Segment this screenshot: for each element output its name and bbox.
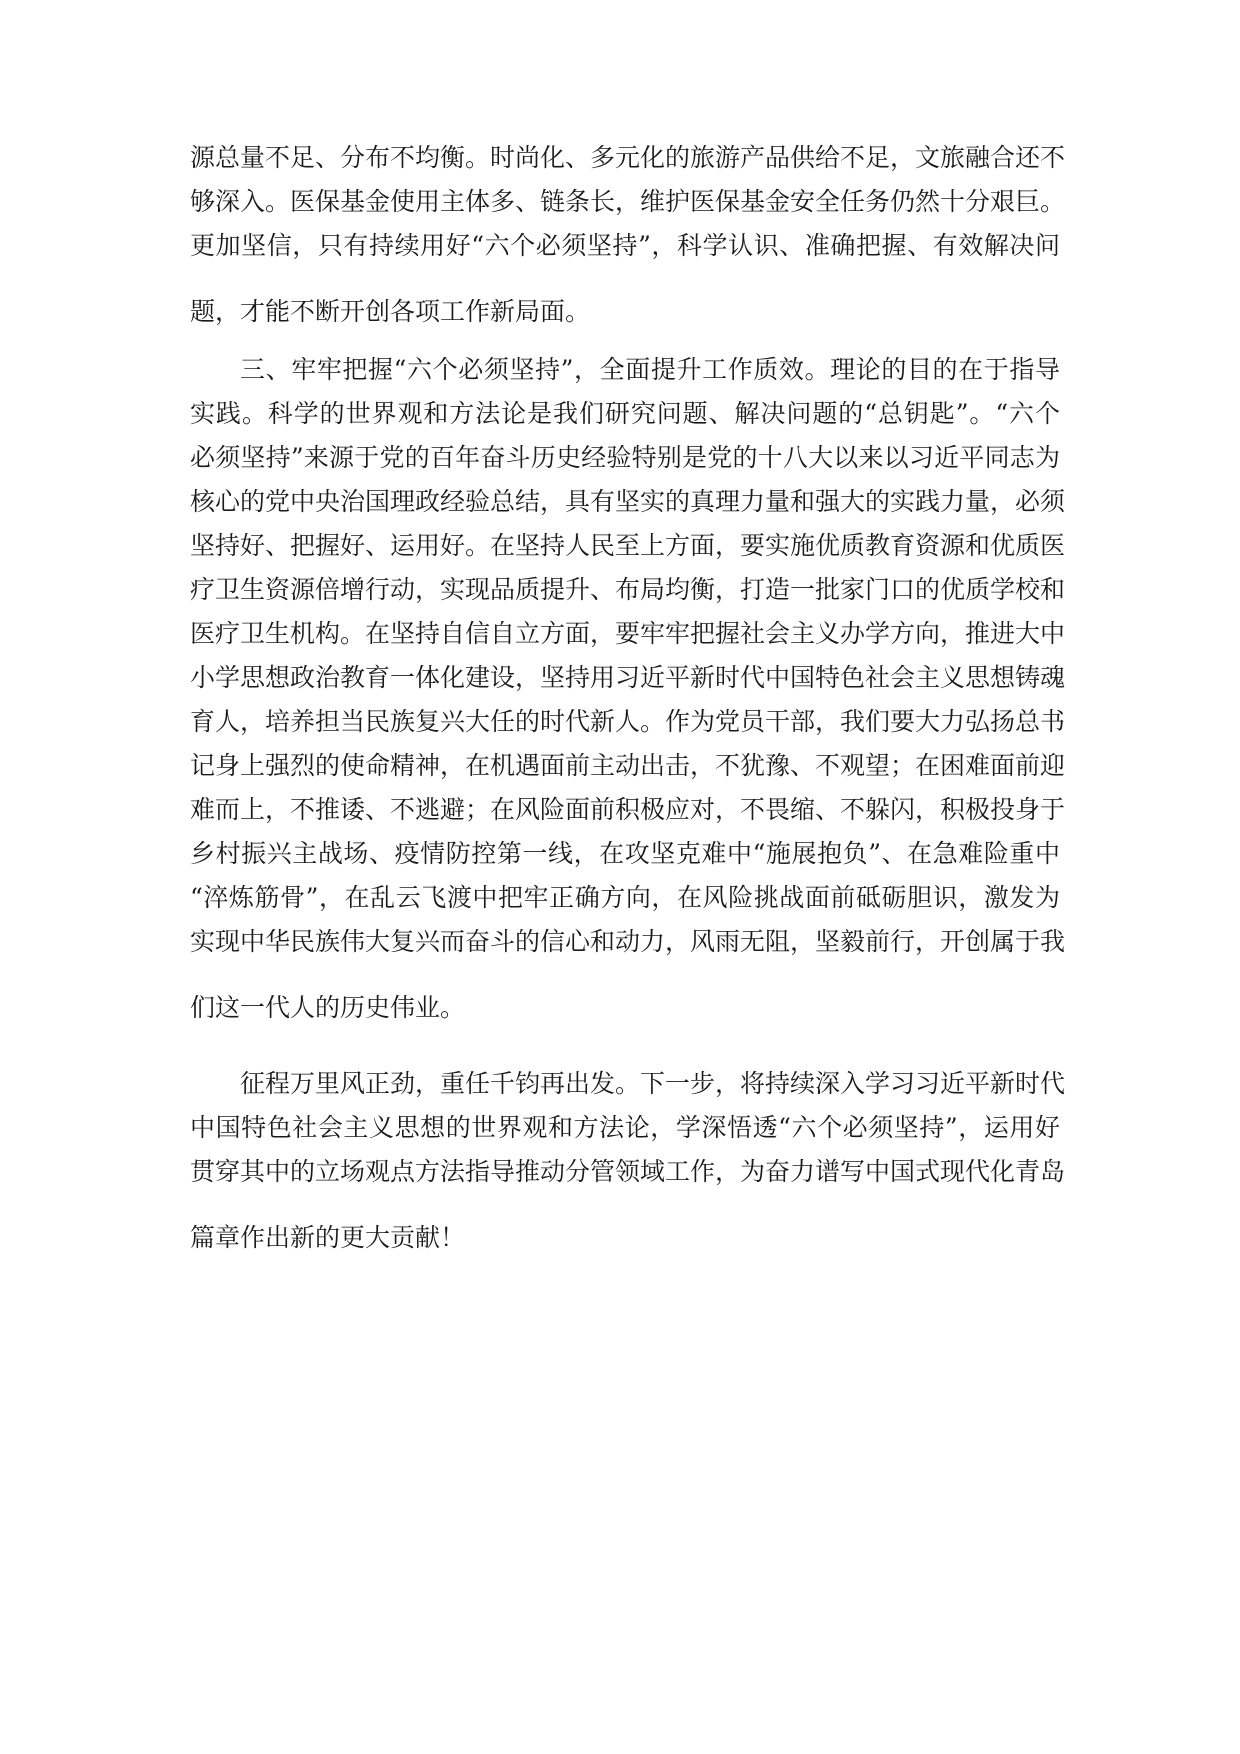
text-line: 贯穿其中的立场观点方法指导推动分管领域工作，为奋力谱写中国式现代化青岛	[190, 1157, 1066, 1186]
text-line: 够深入。医保基金使用主体多、链条长，维护医保基金安全任务仍然十分艰巨。	[190, 187, 1066, 216]
text-line: 医疗卫生机构。在坚持自信自立方面，要牢牢把握社会主义办学方向，推进大中	[190, 619, 1066, 648]
text-line: 三、牢牢把握“六个必须坚持”，全面提升工作质效。理论的目的在于指导	[240, 355, 1060, 384]
text-line: 疗卫生资源倍增行动，实现品质提升、布局均衡，打造一批家门口的优质学校和	[190, 575, 1066, 604]
text-line: 们这一代人的历史伟业。	[190, 993, 466, 1022]
text-line: 篇章作出新的更大贡献！	[190, 1223, 466, 1252]
text-line: 育人，培养担当民族复兴大任的时代新人。作为党员干部，我们要大力弘扬总书	[190, 707, 1066, 736]
text-line: “淬炼筋骨”，在乱云飞渡中把牢正确方向，在风险挑战面前砥砺胆识，激发为	[190, 883, 1060, 912]
text-line: 核心的党中央治国理政经验总结，具有坚实的真理力量和强大的实践力量，必须	[190, 487, 1066, 516]
text-line: 征程万里风正劲，重任千钧再出发。下一步，将持续深入学习习近平新时代	[240, 1069, 1066, 1098]
text-line: 小学思想政治教育一体化建设，坚持用习近平新时代中国特色社会主义思想铸魂	[190, 663, 1066, 692]
text-line: 源总量不足、分布不均衡。时尚化、多元化的旅游产品供给不足，文旅融合还不	[190, 143, 1066, 172]
text-line: 更加坚信，只有持续用好“六个必须坚持”，科学认识、准确把握、有效解决问	[190, 231, 1060, 260]
text-line: 实践。科学的世界观和方法论是我们研究问题、解决问题的“总钥匙”。“六个	[190, 399, 1060, 428]
text-line: 难而上，不推诿、不逃避；在风险面前积极应对，不畏缩、不躲闪，积极投身于	[190, 795, 1066, 824]
text-line: 坚持好、把握好、运用好。在坚持人民至上方面，要实施优质教育资源和优质医	[190, 531, 1066, 560]
text-line: 记身上强烈的使命精神，在机遇面前主动出击，不犹豫、不观望；在困难面前迎	[190, 751, 1066, 780]
text-line: 实现中华民族伟大复兴而奋斗的信心和动力，风雨无阻，坚毅前行，开创属于我	[190, 927, 1066, 956]
text-line: 必须坚持”来源于党的百年奋斗历史经验特别是党的十八大以来以习近平同志为	[190, 443, 1060, 472]
text-line: 乡村振兴主战场、疫情防控第一线，在攻坚克难中“施展抱负”、在急难险重中	[190, 839, 1060, 868]
text-line: 中国特色社会主义思想的世界观和方法论，学深悟透“六个必须坚持”，运用好	[190, 1113, 1060, 1142]
text-line: 题，才能不断开创各项工作新局面。	[190, 297, 591, 326]
